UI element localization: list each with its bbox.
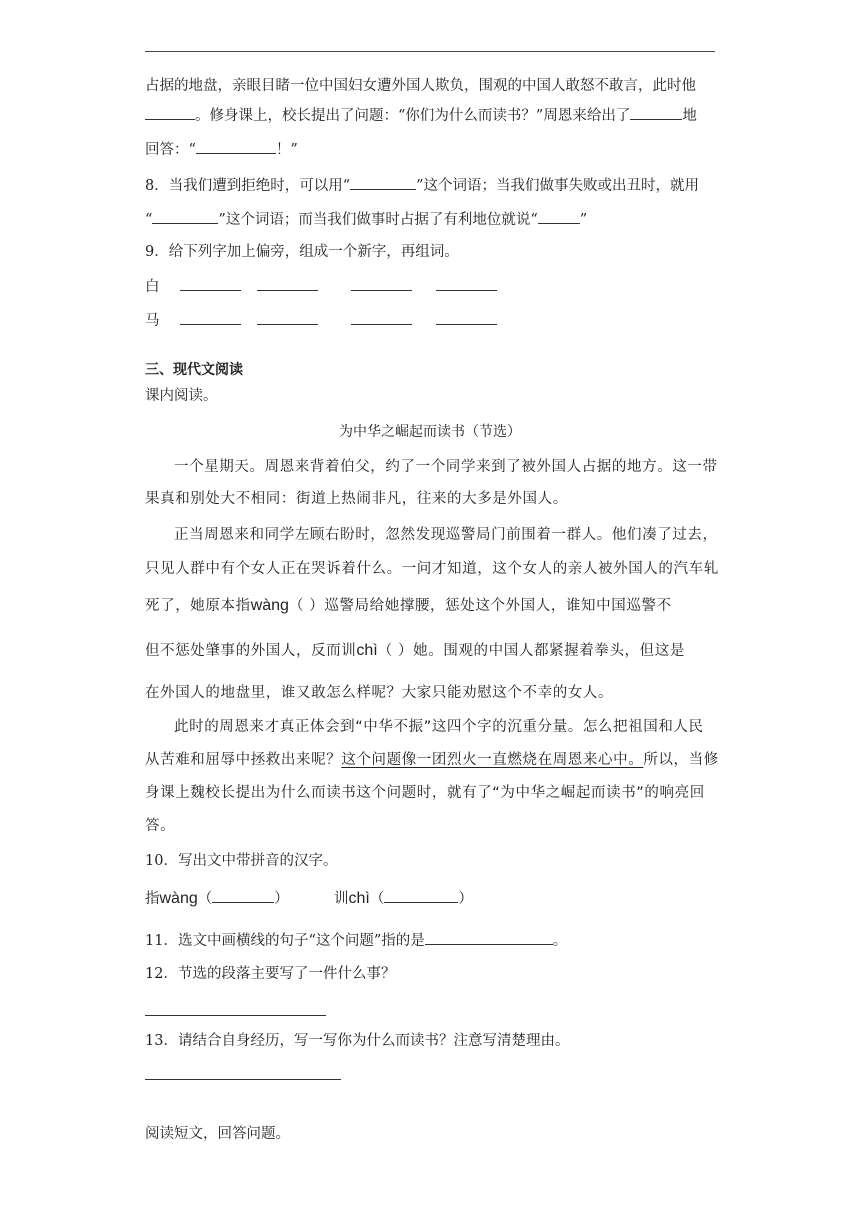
passage-text: （ ）她。围观的中国人都紧握着拳头，但这是 <box>377 643 685 659</box>
passage-line <box>145 750 719 770</box>
q9-row-ma <box>145 310 497 331</box>
q7-text: 地 <box>682 108 697 124</box>
pinyin: wàng <box>250 597 289 614</box>
q10-char: 训 <box>333 891 349 907</box>
q13-prompt: 13．请结合自身经历，写一写你为什么而读书？注意写清楚理由。 <box>145 1033 570 1049</box>
answer-blank[interactable] <box>351 310 412 325</box>
q8-text: ” <box>579 212 588 228</box>
q8-line2 <box>145 209 587 230</box>
q11-text: 11．选文中画横线的句子“这个问题”指的是 <box>145 933 425 949</box>
passage-text: 死了，她原本指 <box>145 598 251 614</box>
section-intro: 课内阅读。 <box>145 388 218 404</box>
q10-answers <box>145 888 473 909</box>
passage-line <box>145 641 685 661</box>
q10-prompt: 10．写出文中带拼音的汉字。 <box>145 853 338 869</box>
q11-text: 。 <box>552 933 568 949</box>
q9-char: 马 <box>145 313 160 329</box>
answer-blank[interactable] <box>630 105 682 120</box>
paren: ） <box>274 891 289 907</box>
q9-row-bai <box>145 276 497 297</box>
underlined-sentence: 这个问题像一团烈火一直燃烧在周恩来心中。 <box>341 752 644 768</box>
pinyin: chì <box>356 642 378 659</box>
passage-text: （ ）巡警局给她撑腰，惩处这个外国人，谁知中国巡警不 <box>288 598 672 614</box>
paren: （ <box>197 891 213 907</box>
answer-blank[interactable] <box>212 888 274 903</box>
header-rule <box>145 51 715 52</box>
answer-blank[interactable] <box>145 105 195 120</box>
q8-text: ”这个词语；当我们做事失败或出丑时，就用 <box>416 178 700 194</box>
q7-text: 回答：“ <box>145 142 196 158</box>
answer-blank[interactable] <box>538 209 580 224</box>
q8-text: 8．当我们遭到拒绝时，可以用“ <box>145 178 351 194</box>
passage-line: 果真和别处大不相同：街道上热闹非凡，往来的大多是外国人。 <box>145 491 568 507</box>
section-heading: 三、现代文阅读 <box>145 362 243 378</box>
answer-blank[interactable] <box>436 310 497 325</box>
pinyin: wàng <box>159 890 198 907</box>
answer-blank[interactable] <box>436 276 497 291</box>
answer-line[interactable] <box>145 1079 341 1080</box>
answer-blank[interactable] <box>350 175 416 190</box>
pinyin: chì <box>348 890 370 907</box>
q12-prompt: 12．节选的段落主要写了一件什么事？ <box>145 966 396 982</box>
passage-text: 所以，当修 <box>643 752 719 768</box>
next-section-intro: 阅读短文，回答问题。 <box>145 1126 290 1142</box>
passage-line: 此时的周恩来才真正体会到“中华不振”这四个字的沉重分量。怎么把祖国和人民 <box>174 719 704 735</box>
q11-line <box>145 930 567 951</box>
passage-line: 在外国人的地盘里，谁又敢怎么样呢？大家只能劝慰这个不幸的女人。 <box>145 685 614 701</box>
paren: （ <box>369 891 385 907</box>
passage-text: 但不惩处肇事的外国人，反而训 <box>145 643 357 659</box>
answer-blank[interactable] <box>425 930 553 945</box>
q7-text: ！” <box>275 142 298 158</box>
passage-line: 答。 <box>145 818 176 834</box>
q7-text: 。修身课上，校长提出了问题：“你们为什么而读书？”周恩来给出了 <box>195 108 631 124</box>
passage-line: 一个星期天。周恩来背着伯父，约了一个同学来到了被外国人占据的地方。这一带 <box>174 459 718 475</box>
answer-blank[interactable] <box>180 310 241 325</box>
answer-blank[interactable] <box>180 276 241 291</box>
answer-blank[interactable] <box>257 276 318 291</box>
q7-line2 <box>145 105 697 126</box>
answer-blank[interactable] <box>351 276 412 291</box>
q7-line3 <box>145 139 298 160</box>
paren: ） <box>458 891 473 907</box>
passage-line: 只见人群中有个女人正在哭诉着什么。一问才知道，这个女人的亲人被外国人的汽车轧 <box>145 561 719 577</box>
q9-prompt: 9．给下列字加上偏旁，组成一个新字，再组词。 <box>145 244 459 260</box>
answer-blank[interactable] <box>196 139 276 154</box>
passage-line: 身课上魏校长提出为什么而读书这个问题时，就有了“为中华之崛起而读书”的响亮回 <box>145 785 705 801</box>
q7-line1: 占据的地盘，亲眼目睹一位中国妇女遭外国人欺负，围观的中国人敢怒不敢言，此时他 <box>145 78 696 94</box>
q8-text: ”这个词语；而当我们做事时占据了有利地位就说“ <box>218 212 538 228</box>
answer-blank[interactable] <box>152 209 218 224</box>
passage-line: 正当周恩来和同学左顾右盼时，忽然发现巡警局门前围着一群人。他们凑了过去， <box>174 527 718 543</box>
passage-title: 为中华之崛起而读书（节选） <box>339 424 521 440</box>
q8-text: “ <box>145 212 153 228</box>
passage-text: 从苦难和屈辱中拯救出来呢？ <box>145 752 342 768</box>
q8-line1 <box>145 175 699 196</box>
q9-char: 白 <box>145 279 160 295</box>
answer-blank[interactable] <box>384 888 458 903</box>
answer-blank[interactable] <box>257 310 318 325</box>
q10-char: 指 <box>145 891 160 907</box>
passage-line <box>145 596 672 616</box>
answer-line[interactable] <box>145 1015 326 1016</box>
